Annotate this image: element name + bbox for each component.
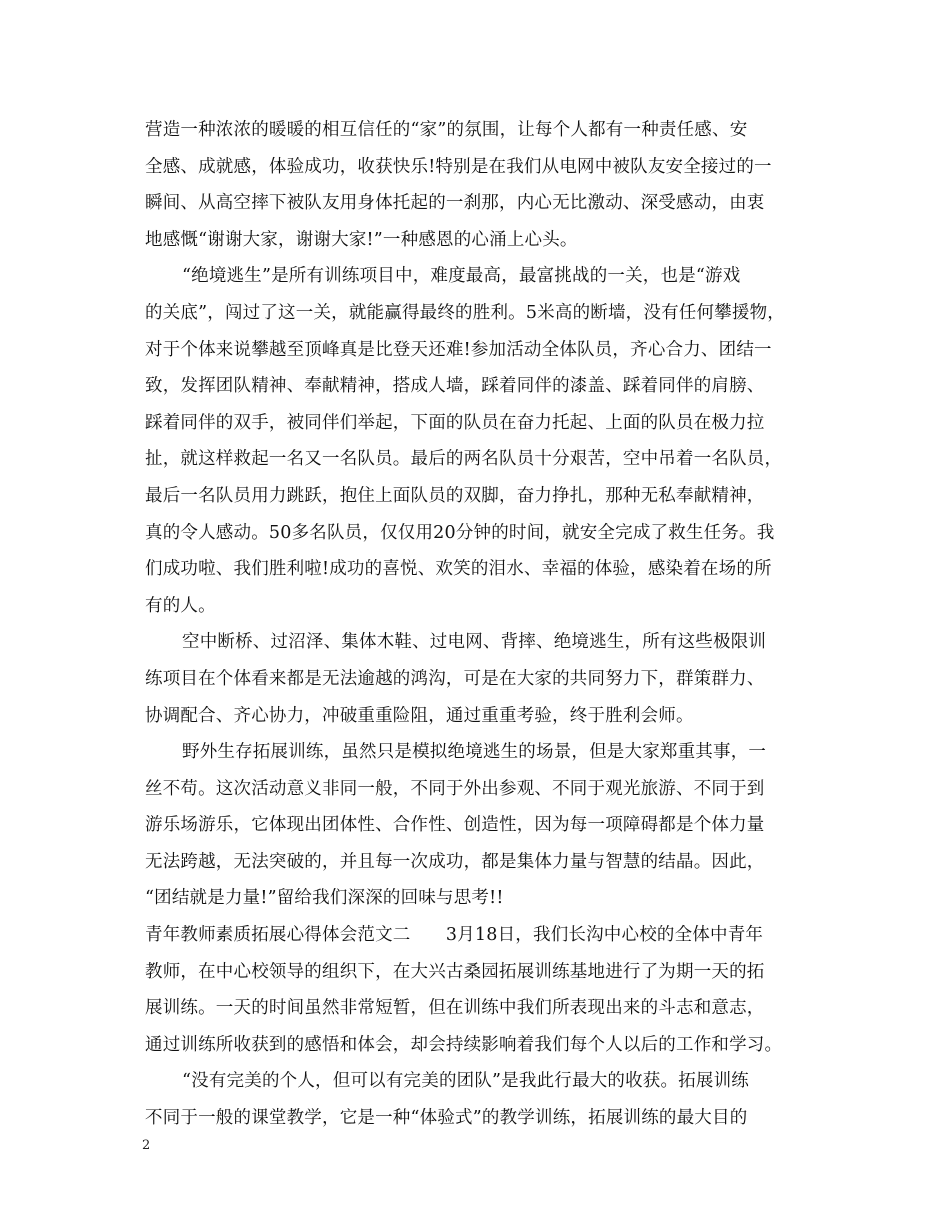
text-line: 展训练。一天的时间虽然非常短暂，但在训练中我们所表现出来的斗志和意志， xyxy=(145,998,765,1019)
text-line: 地感慨“谢谢大家，谢谢大家!”一种感恩的心涌上心头。 xyxy=(145,229,578,250)
text-line: “没有完美的个人，但可以有完美的团队”是我此行最大的收获。拓展训练 xyxy=(182,1071,749,1092)
text-line: 对于个体来说攀越至顶峰真是比登天还难!参加活动全体队员，齐心合力、团结一 xyxy=(145,339,772,360)
body-text xyxy=(145,112,830,1137)
text-line: 无法跨越，无法突破的，并且每一次成功，都是集体力量与智慧的结晶。因此， xyxy=(145,851,765,872)
text-line: 空中断桥、过沼泽、集体木鞋、过电网、背摔、绝境逃生，所有这些极限训 xyxy=(182,632,767,653)
text-line: 全感、成就感，体验成功，收获快乐!特别是在我们从电网中被队友安全接过的一 xyxy=(145,156,772,177)
text-line: 练项目在个体看来都是无法逾越的鸿沟，可是在大家的共同努力下，群策群力、 xyxy=(145,668,765,689)
text-line: 营造一种浓浓的暖暖的相互信任的“家”的氛围，让每个人都有一种责任感、安 xyxy=(145,120,748,140)
text-line: “团结就是力量!”留给我们深深的回味与思考!! xyxy=(145,888,504,909)
page-number: 2 xyxy=(142,1138,151,1153)
text-line: 踩着同伴的双手，被同伴们举起，下面的队员在奋力托起、上面的队员在极力拉 xyxy=(145,412,765,433)
text-line: 的关底”，闯过了这一关，就能赢得最终的胜利。5米高的断墙，没有任何攀援物， xyxy=(145,302,785,323)
text-line: 游乐场游乐，它体现出团体性、合作性、创造性，因为每一项障碍都是个体力量 xyxy=(145,815,765,836)
text-line: 瞬间、从高空摔下被队友用身体托起的一刹那，内心无比激动、深受感动，由衷 xyxy=(145,193,765,214)
text-line: 真的令人感动。50多名队员，仅仅用20分钟的时间，就安全完成了救生任务。我 xyxy=(145,522,775,543)
text-line: “绝境逃生”是所有训练项目中，难度最高，最富挑战的一关，也是“游戏 xyxy=(182,266,741,287)
text-line: 致，发挥团队精神、奉献精神，搭成人墙，踩着同伴的漆盖、踩着同伴的肩膀、 xyxy=(145,376,765,397)
text-line: 教师，在中心校领导的组织下，在大兴古桑园拓展训练基地进行了为期一天的拓 xyxy=(145,961,765,982)
text-line: 通过训练所收获到的感悟和体会，却会持续影响着我们每个人以后的工作和学习。 xyxy=(145,1034,783,1055)
text-line: 野外生存拓展训练，虽然只是模拟绝境逃生的场景，但是大家郑重其事，一 xyxy=(182,742,767,763)
text-line: 有的人。 xyxy=(145,595,216,616)
text-line: 扯，就这样救起一名又一名队员。最后的两名队员十分艰苦，空中吊着一名队员， xyxy=(145,449,783,470)
text-line: 青年教师素质拓展心得体会范文二 3月18日，我们长沟中心校的全体中青年 xyxy=(145,925,764,946)
text-line: 协调配合、齐心协力，冲破重重险阻，通过重重考验，终于胜利会师。 xyxy=(145,705,694,726)
text-line: 丝不苟。这次活动意义非同一般，不同于外出参观、不同于观光旅游、不同于到 xyxy=(145,778,765,799)
text-line: 们成功啦、我们胜利啦!成功的喜悦、欢笑的泪水、幸福的体验，感染着在场的所 xyxy=(145,559,772,580)
text-line: 最后一名队员用力跳跃，抱住上面队员的双脚，奋力挣扎，那种无私奉献精神， xyxy=(145,485,765,506)
text-line: 不同于一般的课堂教学，它是一种“体验式”的教学训练，拓展训练的最大目的 xyxy=(145,1108,748,1129)
